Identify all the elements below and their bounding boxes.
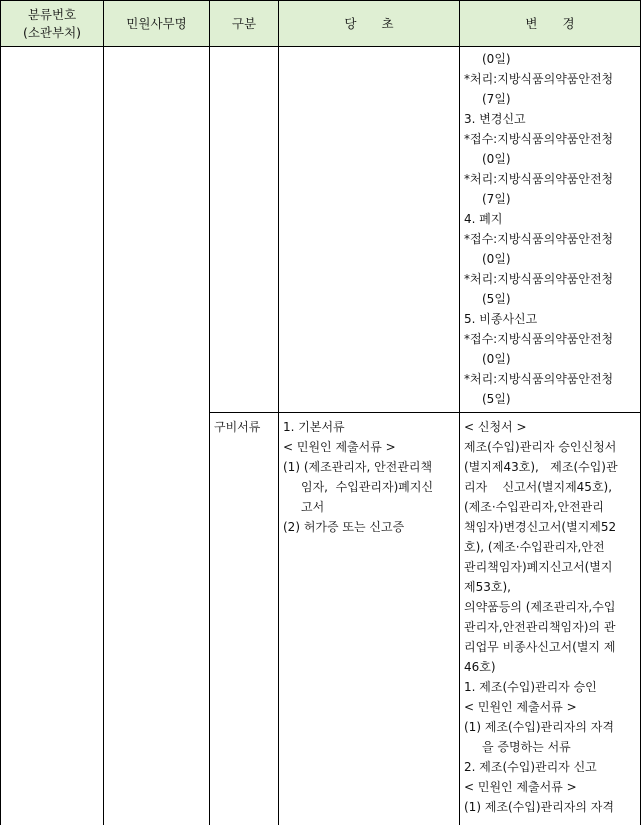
row1-changed-line: (0일) [482,352,511,366]
row2-original-line: < 민원인 제출서류 > [283,440,396,454]
row2-changed-line: < 민원인 제출서류 > [464,700,577,714]
row2-changed-line: 책임자)변경신고서(별지제52 [464,520,617,534]
row2-changed-line: < 민원인 제출서류 > [464,780,577,794]
header-service-name: 민원사무명 [126,15,187,31]
row2-changed-line: 관리책임자)폐지신고서(별지 [464,560,613,574]
row1-changed-line: *접수:지방식품의약품안전청 [464,132,614,146]
row1-changed-line: *처리:지방식품의약품안전청 [464,272,614,286]
row1-changed-line: (0일) [482,152,511,166]
row1-changed-line: (7일) [482,192,511,206]
row2-original-line: (2) 허가증 또는 신고증 [283,520,405,534]
row2-original-line: (1) (제조관리자, 안전관리책 [283,460,433,474]
row1-changed-line: *처리:지방식품의약품안전청 [464,372,614,386]
row2-changed-line: 리업무 비종사신고서(별지 제 [464,640,616,654]
header-ministry-label: (소관부처) [22,24,82,40]
row2-original-line: 1. 기본서류 [283,420,345,434]
row2-changed-line: 리자 신고서(별지제45호), [464,480,613,494]
row2-changed-line: 제조(수입)관리자 승인신청서 [464,440,617,454]
row1-changed-line: (5일) [482,392,511,406]
row1-changed-line: 3. 변경신고 [464,112,526,126]
row2-changed-line: < 신청서 > [464,420,527,434]
table-border-left [0,0,1,825]
row2-changed-line: 제53호), [464,580,511,594]
column-divider-1 [103,0,104,825]
row2-changed-line: (1) 제조(수입)관리자의 자격 [464,800,614,814]
header-original: 당 초 [344,15,394,31]
row1-changed-line: 4. 폐지 [464,212,503,226]
row2-changed-line: 46호) [464,660,496,674]
header-classification-number [1,1,103,46]
row1-changed-line: 5. 비종사신고 [464,312,538,326]
row2-changed-line: 호), (제조·수입관리자,안전 [464,540,605,554]
header-bottom-border [0,46,641,47]
row1-changed-line: (0일) [482,252,511,266]
row2-changed-line: 2. 제조(수입)관리자 신고 [464,760,597,774]
row1-changed-line: (5일) [482,292,511,306]
row1-changed-line: *접수:지방식품의약품안전청 [464,232,614,246]
header-category: 구분 [231,15,257,31]
header-changed: 변 경 [525,15,575,31]
row2-changed-line: 을 증명하는 서류 [482,740,571,754]
header-classification-label: 분류번호 [27,6,77,22]
row1-changed-line: *처리:지방식품의약품안전청 [464,72,614,86]
row2-original-line: 임자, 수입관리자)폐지신 [301,480,434,494]
row2-changed-line: 1. 제조(수입)관리자 승인 [464,680,597,694]
row2-changed-line: (별지제43호), 제조(수입)관 [464,460,618,474]
row1-changed-line: (0일) [482,52,511,66]
row2-category: 구비서류 [214,420,261,434]
row2-changed-line: (제조·수입관리자,안전관리 [464,500,604,514]
row1-changed-line: (7일) [482,92,511,106]
row1-changed-line: *접수:지방식품의약품안전청 [464,332,614,346]
row2-changed-line: 관리자,안전관리책임자)의 관 [464,620,616,634]
row-divider [209,412,641,413]
row2-changed-line: (1) 제조(수입)관리자의 자격 [464,720,614,734]
row2-original-line: 고서 [301,500,325,514]
row1-changed-line: *처리:지방식품의약품안전청 [464,172,614,186]
row2-changed-line: 의약품등의 (제조관리자,수입 [464,600,616,614]
